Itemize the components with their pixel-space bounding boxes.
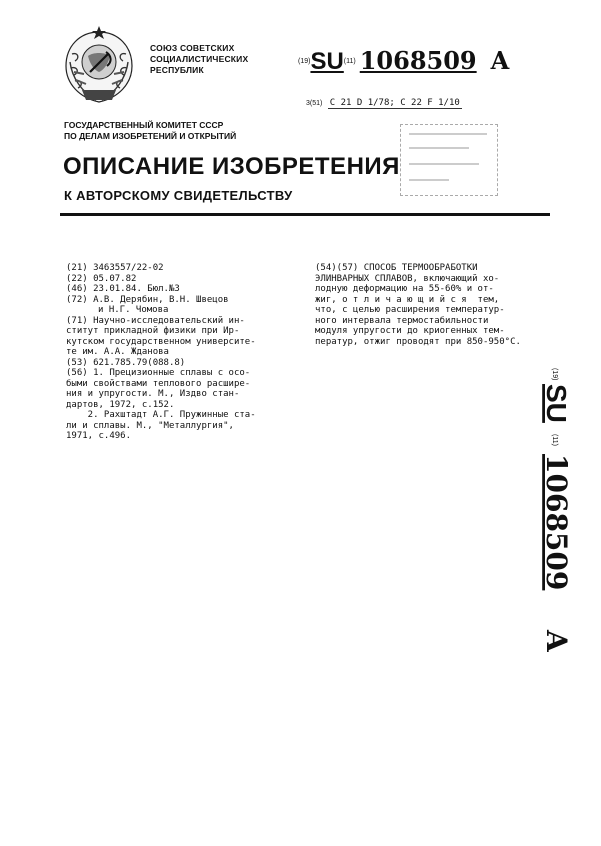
biblio-line: кутском государственном университе- [66, 336, 256, 347]
patent-number: 1068509 [359, 46, 477, 75]
biblio-line: ния и упругости. М., Издво стан- [66, 389, 240, 399]
country-line: РЕСПУБЛИК [150, 65, 204, 75]
ussr-state-emblem-icon [60, 22, 138, 108]
country-line: СОЦИАЛИСТИЧЕСКИХ [150, 54, 249, 64]
ipc-codes: C 21 D 1/78; C 22 F 1/10 [329, 98, 460, 108]
document-title: ОПИСАНИЕ ИЗОБРЕТЕНИЯ [63, 153, 400, 180]
abstract-line: ЭЛИНВАРНЫХ СПЛАВОВ, включающий хо- [315, 273, 500, 284]
biblio-line: быми свойствами теплового расшире- [66, 378, 251, 389]
side-inid-code-19: (19) [551, 368, 558, 381]
inid-code-11: (11) [343, 58, 356, 65]
committee-name [64, 120, 236, 142]
committee-line: ГОСУДАРСТВЕННЫЙ КОМИТЕТ СССР [64, 120, 224, 130]
bibliographic-data [66, 263, 298, 442]
biblio-line: (22) 05.07.82 [66, 273, 137, 284]
biblio-line: 2. Рахштадт А.Г. Пружинные ста- [66, 410, 256, 420]
biblio-line: ли и сплавы. М., "Металлургия", [66, 420, 234, 431]
abstract-line: ператур, отжиг проводят при 850-950°С. [315, 336, 521, 347]
side-document-kind: A [540, 630, 573, 652]
invention-abstract [315, 263, 551, 347]
abstract-line: лодную деформацию на 55-60% и от- [315, 284, 494, 294]
abstract-line: что, с целью расширения температур- [315, 305, 505, 315]
header-divider [60, 213, 550, 216]
biblio-line: дартов, 1972, с.152. [66, 399, 175, 410]
biblio-line: ститут прикладной физики при Ир- [66, 326, 240, 336]
inid-code-19: (19) [298, 58, 311, 65]
side-patent-number-text: 1068509 [540, 454, 573, 591]
ipc-classification [306, 98, 462, 108]
biblio-line: 1971, с.496. [66, 431, 132, 441]
document-subtitle: К АВТОРСКОМУ СВИДЕТЕЛЬСТВУ [64, 188, 293, 203]
side-inid-code-11: (11) [551, 434, 558, 446]
biblio-line: те им. А.А. Жданова [66, 347, 169, 357]
biblio-line: (21) 3463557/22-02 [66, 263, 164, 273]
biblio-line: (46) 23.01.84. Бюл.№3 [66, 284, 180, 294]
document-kind: A [490, 46, 510, 75]
abstract-line: модуля упругости до криогенных тем- [315, 326, 505, 336]
country-line: СОЮЗ СОВЕТСКИХ [150, 43, 235, 53]
biblio-line: (72) А.В. Дерябин, В.Н. Швецов [66, 294, 229, 305]
side-patent-number [505, 368, 575, 658]
side-country-code: SU [541, 384, 572, 423]
abstract-line: жиг, о т л и ч а ю щ и й с я тем, [315, 294, 500, 305]
biblio-line: (53) 621.785.79(088.8) [66, 357, 186, 368]
biblio-line: (71) Научно-исследовательский ин- [66, 315, 245, 326]
patent-number-header [298, 46, 509, 76]
biblio-line: и Н.Г. Чомова [98, 305, 169, 315]
inid-code-51: 3(51) [306, 100, 323, 107]
country-name [150, 43, 248, 76]
abstract-line: ного интервала термостабильности [315, 315, 489, 326]
abstract-line: (54)(57) СПОСОБ ТЕРМООБРАБОТКИ [315, 263, 478, 273]
biblio-line: (56) 1. Прецизионные сплавы с осо- [66, 368, 251, 378]
country-code: SU [310, 48, 344, 75]
library-stamp [400, 124, 498, 196]
committee-line: ПО ДЕЛАМ ИЗОБРЕТЕНИЙ И ОТКРЫТИЙ [64, 131, 237, 141]
